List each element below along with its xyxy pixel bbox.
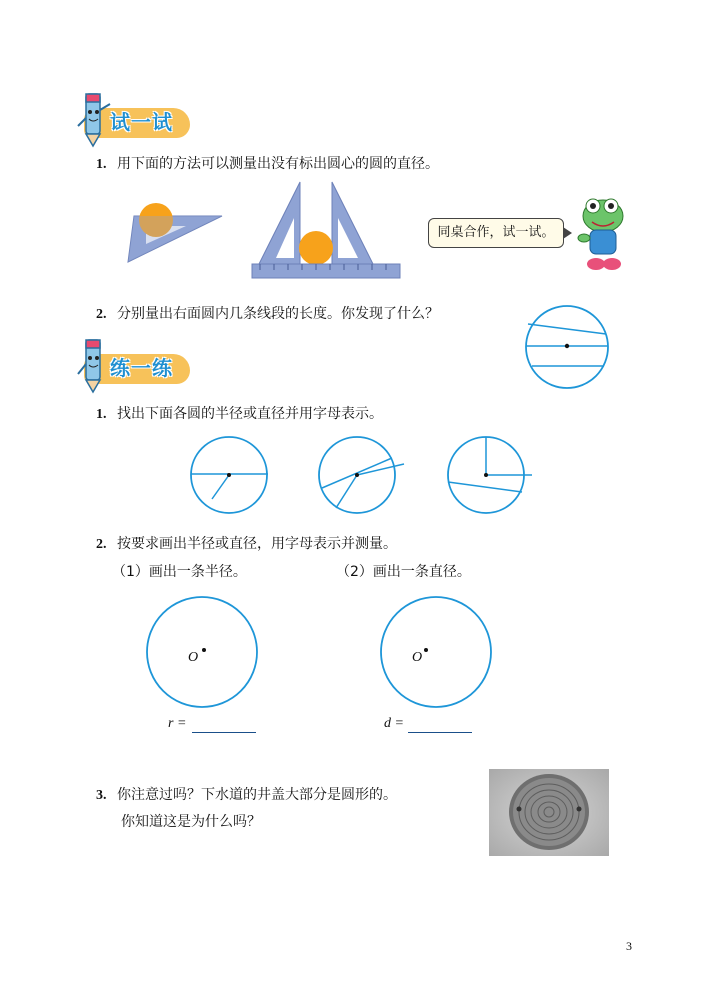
- question-1-try: [96, 155, 439, 174]
- question-text: 找出下面各圆的半径或直径并用字母表示。: [116, 406, 383, 422]
- question-2-try: [96, 305, 439, 324]
- question-text: 按要求画出半径或直径，用字母表示并测量。: [116, 536, 397, 552]
- section-title-try: 试一试: [110, 110, 173, 134]
- question-number: 1.: [96, 407, 107, 422]
- section-header-try: [74, 88, 194, 148]
- pencil-mascot-icon: [74, 334, 114, 394]
- question-1-practice: [96, 405, 383, 424]
- question-3-practice: [96, 786, 397, 805]
- frog-mascot-icon: [574, 192, 632, 274]
- question-text: 你注意过吗？下水道的井盖大部分是圆形的。: [116, 787, 397, 803]
- question-2-practice: [96, 535, 397, 554]
- question-text: 分别量出右面圆内几条线段的长度。你发现了什么？: [116, 306, 439, 322]
- question-number: 2.: [96, 307, 107, 322]
- radius-label: r =: [168, 716, 187, 731]
- circle-a: [188, 436, 272, 516]
- diameter-label: d =: [384, 716, 404, 731]
- question-number: 1.: [96, 157, 107, 172]
- question-number: 3.: [96, 788, 107, 803]
- subquestion-1: （1）画出一条半径。: [112, 564, 247, 580]
- question-number: 2.: [96, 537, 107, 552]
- set-squares-method: [250, 178, 402, 282]
- circle-with-chords: [524, 304, 610, 390]
- page-number: 3: [626, 939, 632, 953]
- question-3-line-2: 你知道这是为什么吗？: [121, 814, 261, 830]
- circle-draw-diameter: [378, 596, 496, 708]
- radius-answer-blank[interactable]: [192, 732, 256, 733]
- center-label-o: O: [188, 650, 199, 665]
- question-text: 用下面的方法可以测量出没有标出圆心的圆的直径。: [116, 156, 439, 172]
- pencil-mascot-icon: [74, 88, 114, 148]
- circle-b: [316, 436, 408, 516]
- diameter-answer-blank[interactable]: [408, 732, 472, 733]
- section-header-practice: [74, 334, 194, 394]
- center-label-o: O: [412, 650, 423, 665]
- manhole-cover-photo: [489, 769, 609, 856]
- triangle-ruler-method: [124, 198, 228, 266]
- section-title-practice: 练一练: [110, 356, 173, 380]
- circle-draw-radius: [144, 596, 262, 708]
- speech-bubble: 同桌合作，试一试。: [428, 218, 564, 248]
- circle-c: [442, 434, 534, 516]
- subquestion-2: （2）画出一条直径。: [336, 564, 471, 580]
